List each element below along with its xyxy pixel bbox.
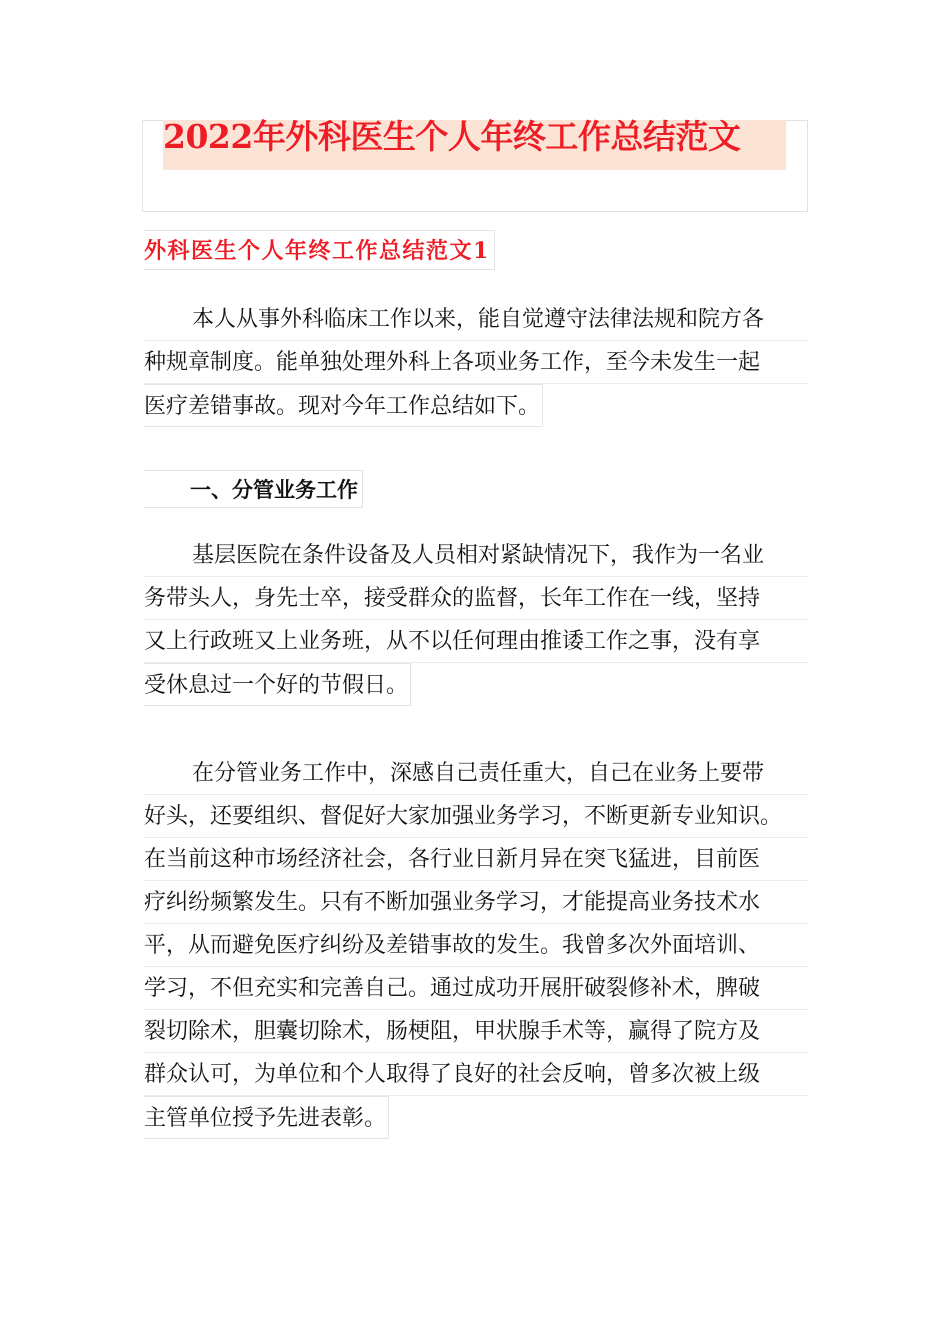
section-title: 外科医生个人年终工作总结范文1 <box>144 230 495 270</box>
paragraph-line: 受休息过一个好的节假日。 <box>144 663 411 706</box>
paragraph-line: 裂切除术，胆囊切除术，肠梗阻，甲状腺手术等，赢得了院方及 <box>144 1010 808 1053</box>
paragraph-line: 好头，还要组织、督促好大家加强业务学习，不断更新专业知识。 <box>144 795 808 838</box>
paragraph-intro <box>144 298 808 427</box>
paragraph-line: 本人从事外科临床工作以来，能自觉遵守法律法规和院方各 <box>144 298 808 341</box>
paragraph-line: 又上行政班又上业务班，从不以任何理由推诿工作之事，没有享 <box>144 620 808 663</box>
heading-1: 一、分管业务工作 <box>144 470 363 508</box>
paragraph-2 <box>144 534 808 706</box>
paragraph-line: 平，从而避免医疗纠纷及差错事故的发生。我曾多次外面培训、 <box>144 924 808 967</box>
paragraph-line: 学习，不但充实和完善自己。通过成功开展肝破裂修补术，脾破 <box>144 967 808 1010</box>
paragraph-line: 务带头人，身先士卒，接受群众的监督，长年工作在一线，坚持 <box>144 577 808 620</box>
paragraph-line: 医疗差错事故。现对今年工作总结如下。 <box>144 384 543 427</box>
paragraph-line: 主管单位授予先进表彰。 <box>144 1096 389 1139</box>
paragraph-line: 群众认可，为单位和个人取得了良好的社会反响，曾多次被上级 <box>144 1053 808 1096</box>
paragraph-line: 种规章制度。能单独处理外科上各项业务工作，至今未发生一起 <box>144 341 808 384</box>
paragraph-line: 疗纠纷频繁发生。只有不断加强业务学习，才能提高业务技术水 <box>144 881 808 924</box>
paragraph-line: 在当前这种市场经济社会，各行业日新月异在突飞猛进，目前医 <box>144 838 808 881</box>
paragraph-line: 基层医院在条件设备及人员相对紧缺情况下，我作为一名业 <box>144 534 808 577</box>
document-title: 2022年外科医生个人年终工作总结范文 <box>163 117 741 156</box>
paragraph-3 <box>144 752 808 1139</box>
paragraph-line: 在分管业务工作中，深感自己责任重大，自己在业务上要带 <box>144 752 808 795</box>
